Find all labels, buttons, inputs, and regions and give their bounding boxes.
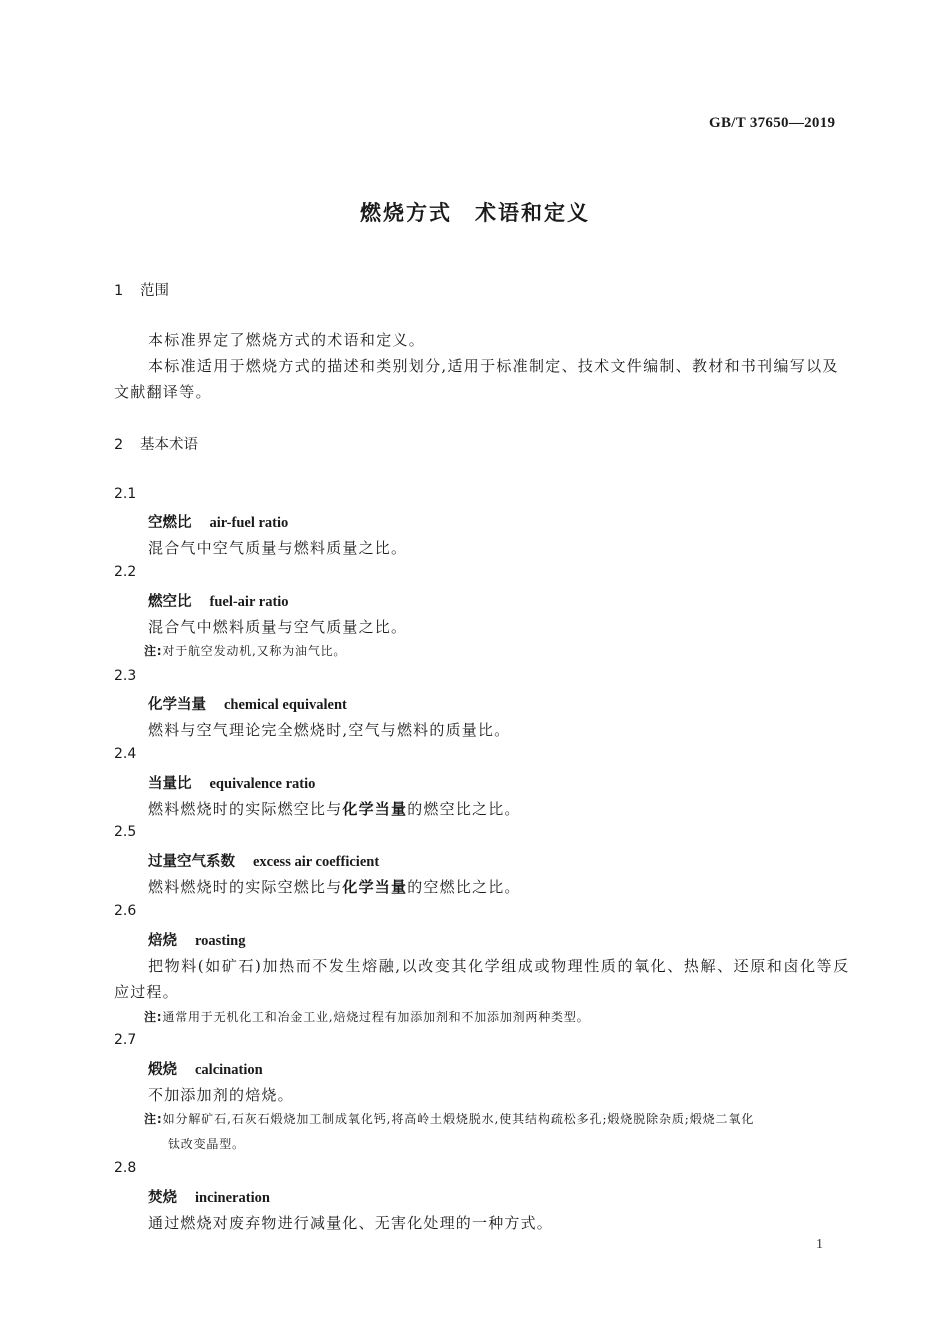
term-definition bbox=[148, 798, 521, 819]
page-number: 1 bbox=[816, 1237, 823, 1252]
term-zh: 空燃比 bbox=[148, 515, 192, 531]
term-zh: 过量空气系数 bbox=[148, 854, 235, 870]
term-zh: 焚烧 bbox=[148, 1190, 177, 1206]
term-heading bbox=[148, 511, 288, 532]
term-note bbox=[144, 642, 346, 659]
term-definition: 燃料与空气理论完全燃烧时,空气与燃料的质量比。 bbox=[148, 721, 511, 739]
scope-paragraph-2: 本标准适用于燃烧方式的描述和类别划分,适用于标准制定、技术文件编制、教材和书刊编写以及 bbox=[148, 357, 839, 375]
term-heading bbox=[148, 850, 379, 871]
note-label: 注: bbox=[144, 644, 163, 658]
term-zh: 煅烧 bbox=[148, 1062, 177, 1078]
term-zh: 化学当量 bbox=[148, 697, 206, 713]
term-number: 2.2 bbox=[114, 564, 137, 580]
term-en: roasting bbox=[195, 933, 246, 949]
section-number: 1 bbox=[114, 283, 124, 299]
note-text: 如分解矿石,石灰石煅烧加工制成氧化钙,将高岭土煅烧脱水,使其结构疏松多孔;煅烧脱除杂质;煅烧二氧化 bbox=[162, 1112, 755, 1126]
term-number: 2.5 bbox=[114, 824, 137, 840]
term-zh: 当量比 bbox=[148, 776, 192, 792]
term-heading bbox=[148, 1058, 263, 1079]
note-label: 注: bbox=[144, 1112, 163, 1126]
term-en: fuel-air ratio bbox=[209, 594, 289, 610]
term-number: 2.6 bbox=[114, 903, 137, 919]
term-number: 2.1 bbox=[114, 486, 137, 502]
term-number: 2.3 bbox=[114, 668, 137, 684]
term-zh: 燃空比 bbox=[148, 594, 192, 610]
scope-paragraph-1: 本标准界定了燃烧方式的术语和定义。 bbox=[148, 331, 426, 349]
note-label: 注: bbox=[144, 1010, 163, 1024]
term-heading bbox=[148, 693, 347, 714]
scope-paragraph-2-cont: 文献翻译等。 bbox=[114, 383, 212, 401]
definition-text: 燃料燃烧时的实际燃空比与 bbox=[148, 800, 343, 818]
term-zh: 焙烧 bbox=[148, 933, 177, 949]
standard-number: GB/T 37650—2019 bbox=[709, 115, 836, 131]
term-heading bbox=[148, 1186, 270, 1207]
term-definition: 把物料(如矿石)加热而不发生熔融,以改变其化学组成或物理性质的氧化、热解、还原和卤化等反 bbox=[148, 957, 850, 975]
section-number: 2 bbox=[114, 437, 124, 453]
section-title: 范围 bbox=[140, 283, 169, 299]
term-en: air-fuel ratio bbox=[209, 515, 289, 531]
section-title: 基本术语 bbox=[140, 437, 198, 453]
section-1-heading bbox=[114, 279, 169, 300]
term-definition: 不加添加剂的焙烧。 bbox=[148, 1086, 294, 1104]
term-definition-cont: 应过程。 bbox=[114, 983, 179, 1001]
term-note-cont: 钛改变晶型。 bbox=[168, 1137, 245, 1151]
term-heading bbox=[148, 929, 246, 950]
term-number: 2.4 bbox=[114, 746, 137, 762]
term-note bbox=[144, 1008, 589, 1025]
term-definition bbox=[148, 876, 521, 897]
term-definition: 混合气中燃料质量与空气质量之比。 bbox=[148, 618, 408, 636]
definition-text: 的空燃比之比。 bbox=[407, 878, 521, 896]
document-title: 燃烧方式 术语和定义 bbox=[360, 201, 590, 225]
definition-text: 燃料燃烧时的实际空燃比与 bbox=[148, 878, 343, 896]
term-en: chemical equivalent bbox=[224, 697, 347, 713]
term-number: 2.8 bbox=[114, 1160, 137, 1176]
term-en: excess air coefficient bbox=[253, 854, 380, 870]
term-heading bbox=[148, 590, 289, 611]
cross-reference: 化学当量 bbox=[342, 800, 408, 818]
term-en: equivalence ratio bbox=[209, 776, 316, 792]
term-definition: 通过燃烧对废弃物进行减量化、无害化处理的一种方式。 bbox=[148, 1214, 554, 1232]
section-2-heading bbox=[114, 433, 198, 454]
note-text: 对于航空发动机,又称为油气比。 bbox=[162, 644, 347, 658]
term-note bbox=[144, 1110, 754, 1127]
definition-text: 的燃空比之比。 bbox=[407, 800, 521, 818]
term-en: incineration bbox=[195, 1190, 270, 1206]
term-en: calcination bbox=[195, 1062, 263, 1078]
term-heading bbox=[148, 772, 315, 793]
note-text: 通常用于无机化工和冶金工业,焙烧过程有加添加剂和不加添加剂两种类型。 bbox=[162, 1010, 590, 1024]
term-number: 2.7 bbox=[114, 1032, 137, 1048]
term-definition: 混合气中空气质量与燃料质量之比。 bbox=[148, 539, 408, 557]
cross-reference: 化学当量 bbox=[342, 878, 408, 896]
